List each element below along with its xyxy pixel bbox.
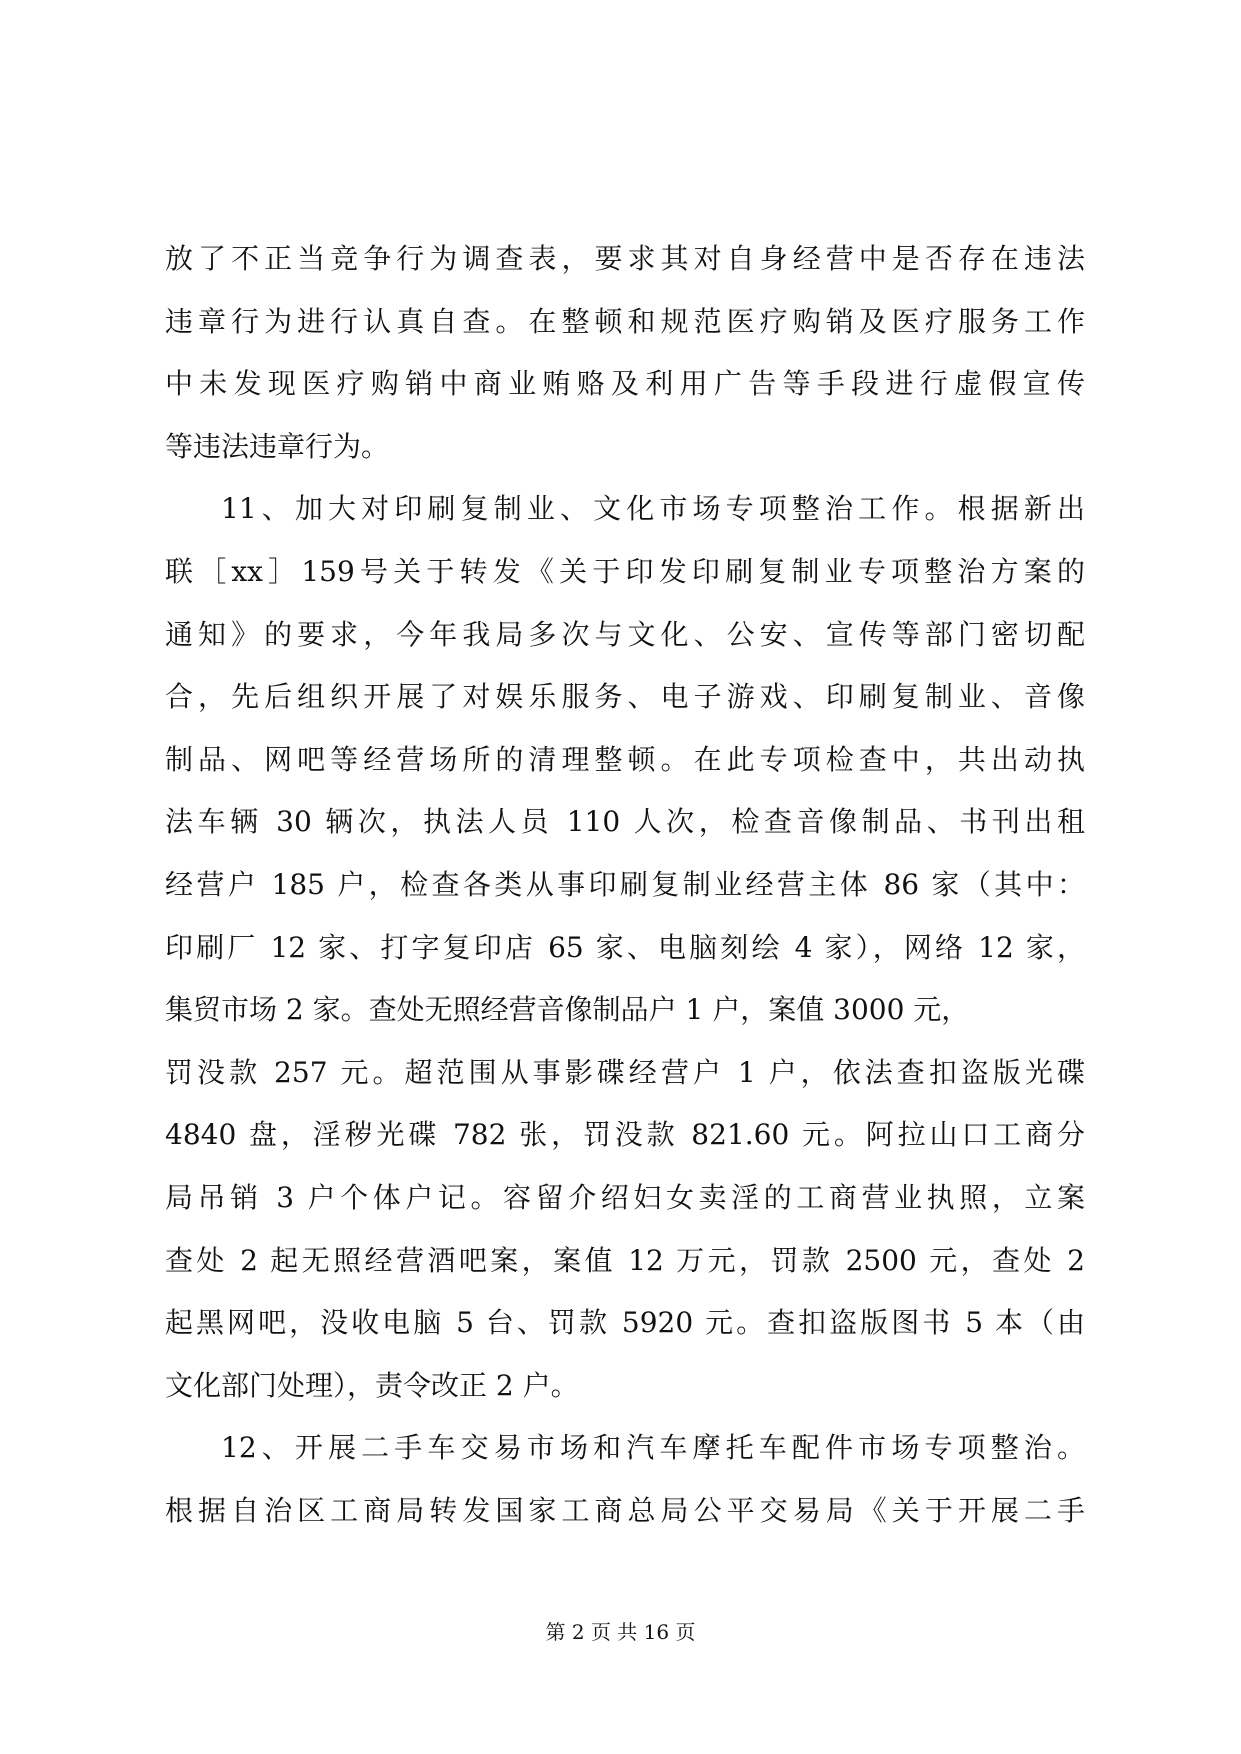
text-line: 联［xx］159号关于转发《关于印发印刷复制业专项整治方案的 xyxy=(165,555,1085,588)
text-line: 12、开展二手车交易市场和汽车摩托车配件市场专项整治。 xyxy=(221,1431,1085,1465)
text-line: 违章行为进行认真自查。在整顿和规范医疗购销及医疗服务工作 xyxy=(165,304,1085,338)
text-line: 印刷厂 12 家、打字复印店 65 家、电脑刻绘 4 家），网络 12 家， xyxy=(165,930,1085,964)
text-line: 等违法违章行为。 xyxy=(165,429,390,463)
page-footer: 第 2 页 共 16 页 xyxy=(545,1620,696,1644)
text-line: 中未发现医疗购销中商业贿赂及利用广告等手段进行虚假宣传 xyxy=(165,367,1085,401)
text-line: 起黑网吧，没收电脑 5 台、罚款 5920 元。查扣盗版图书 5 本（由 xyxy=(165,1306,1085,1340)
text-line: 11、加大对印刷复制业、文化市场专项整治工作。根据新出 xyxy=(221,492,1085,526)
text-line: 罚没款 257 元。超范围从事影碟经营户 1 户，依法查扣盗版光碟 xyxy=(165,1055,1085,1089)
text-line: 法车辆 30 辆次，执法人员 110 人次，检查音像制品、书刊出租 xyxy=(165,805,1085,839)
text-line: 放了不正当竞争行为调查表，要求其对自身经营中是否存在违法 xyxy=(165,242,1085,275)
text-line: 集贸市场 2 家。查处无照经营音像制品户 1 户，案值 3000 元， xyxy=(165,993,970,1027)
text-line: 通知》的要求，今年我局多次与文化、公安、宣传等部门密切配 xyxy=(165,617,1085,651)
text-line: 查处 2 起无照经营酒吧案，案值 12 万元，罚款 2500 元，查处 2 xyxy=(165,1243,1085,1277)
text-line: 4840 盘，淫秽光碟 782 张，罚没款 821.60 元。阿拉山口工商分 xyxy=(165,1118,1085,1152)
text-line: 局吊销 3 户个体户记。容留介绍妇女卖淫的工商营业执照，立案 xyxy=(165,1181,1085,1214)
text-line: 文化部门处理），责令改正 2 户。 xyxy=(165,1368,579,1402)
text-line: 制品、网吧等经营场所的清理整顿。在此专项检查中，共出动执 xyxy=(165,742,1085,776)
text-line: 经营户 185 户，检查各类从事印刷复制业经营主体 86 家（其中： xyxy=(165,868,1085,901)
text-line: 合，先后组织开展了对娱乐服务、电子游戏、印刷复制业、音像 xyxy=(165,680,1085,714)
text-line: 根据自治区工商局转发国家工商总局公平交易局《关于开展二手 xyxy=(165,1494,1085,1527)
